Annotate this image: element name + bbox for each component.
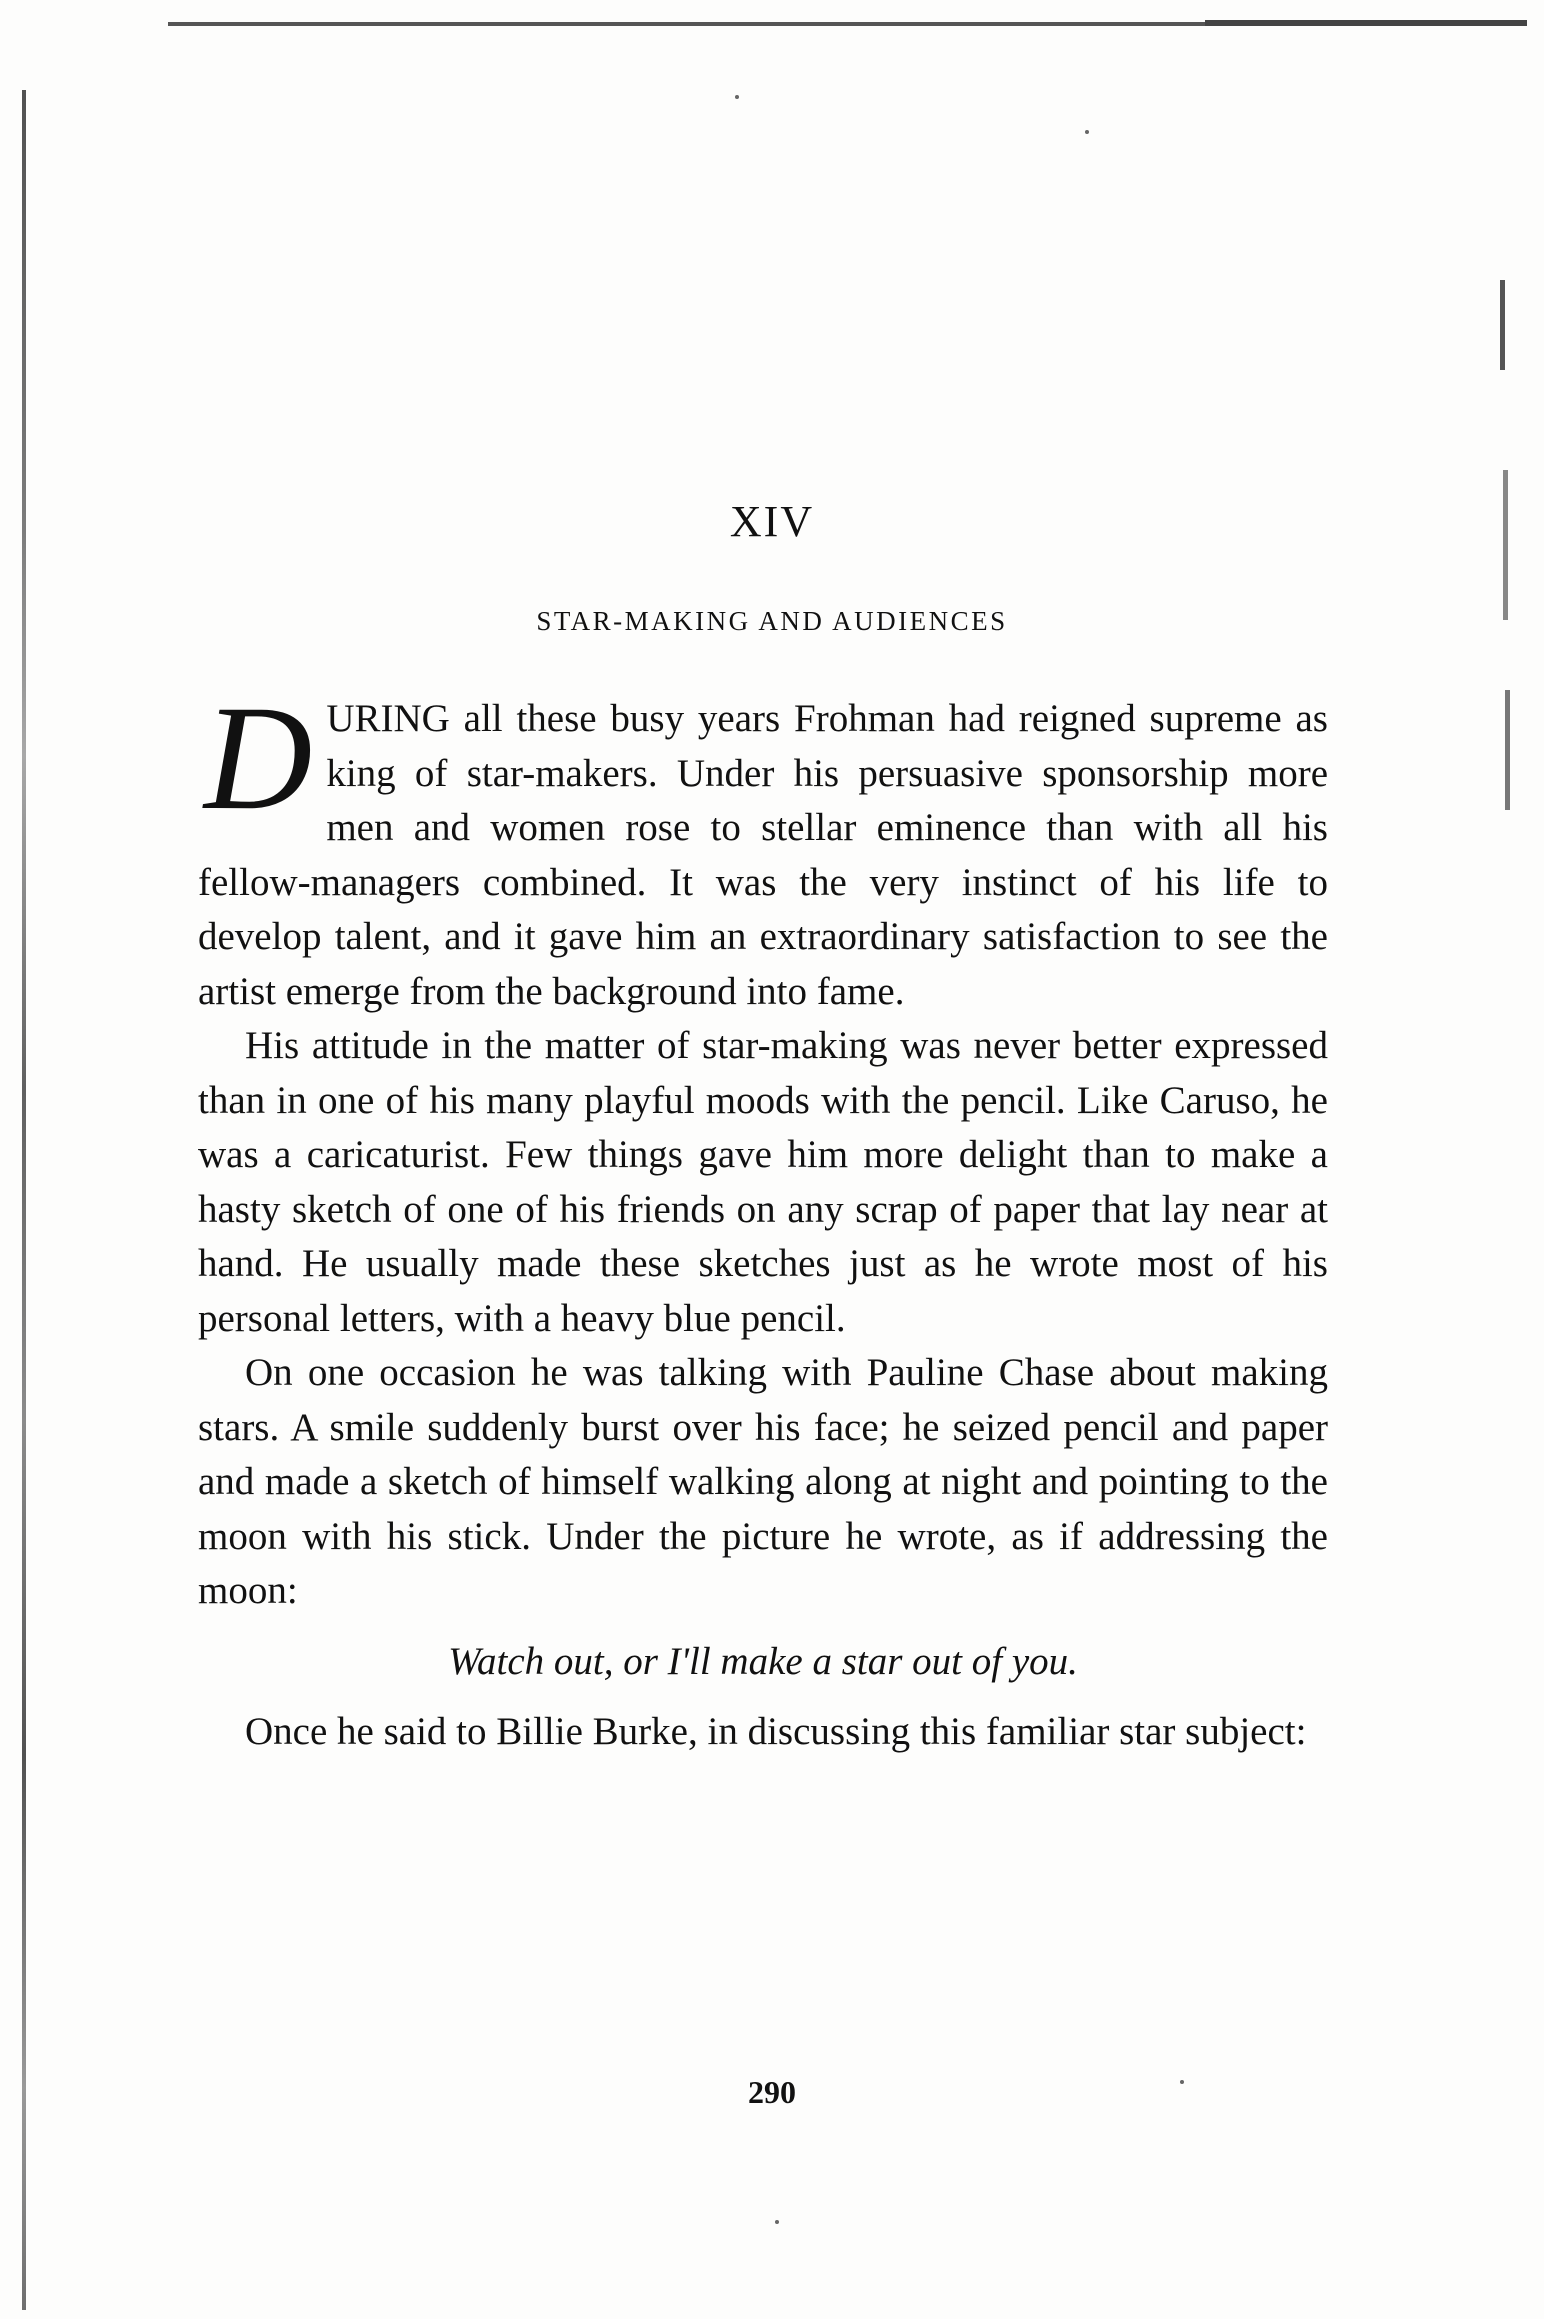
page-number: 290	[748, 2074, 796, 2110]
drop-cap: D	[204, 675, 313, 841]
scan-artifact-left-edge	[22, 90, 26, 2310]
scan-speck	[1085, 130, 1089, 134]
quoted-caption: Watch out, or I'll make a star out of you.	[448, 1639, 1078, 1683]
scan-speck	[735, 95, 739, 99]
paragraph-3: On one occasion he was talking with Pauline Chase about making stars. A smile suddenly burst over his face; he seized pencil and paper and made a sketch of himself walking along at night and pointing to the moon with his stick. Under the picture he wrote, as if addressing the moon:	[198, 1351, 1328, 1612]
paragraph-2: His attitude in the matter of star-making was never better expressed than in one of his many playful moods with the pencil. Like Caruso, he was a caricaturist. Few things gave him more delight than to make a hasty sketch of one of his friends on any scrap of paper that lay near at hand. He usually made these sketches just as he wrote most of his personal letters, with a heavy blue pencil.	[198, 1024, 1328, 1340]
paragraph-1	[198, 675, 1328, 1019]
body-text	[198, 675, 1328, 1760]
scan-artifact-right-mark	[1500, 280, 1505, 370]
chapter-number: XIV	[729, 497, 815, 546]
scan-artifact-top-rule	[168, 22, 1218, 26]
paragraph-1-text: URING all these busy years Frohman had reigned supreme as king of star-makers. Under his persuasive sponsorship more men and women rose to stellar eminence than with all his fellow-managers combined. It was the very instinct of his life to develop talent, and it gave him an extraordinary satisfaction to see the artist emerge from the background into fame.	[198, 697, 1328, 1013]
scan-artifact-top-rule-right	[1205, 20, 1527, 26]
scan-speck	[775, 2220, 779, 2224]
scan-artifact-right-mark	[1505, 690, 1510, 810]
chapter-title: STAR-MAKING AND AUDIENCES	[536, 606, 1008, 636]
paragraph-4: Once he said to Billie Burke, in discussing this familiar star subject:	[245, 1710, 1307, 1753]
